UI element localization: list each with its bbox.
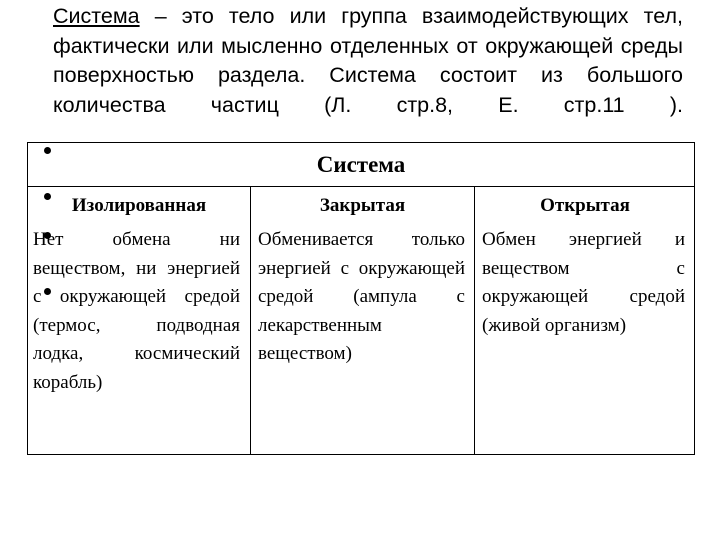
cell-closed: Обменивается только энергией с окружающей средой (ампула с лекарственным веществом) (258, 229, 465, 364)
header-open: Открытая (540, 195, 630, 216)
column-divider (250, 186, 251, 454)
system-types-table (27, 142, 695, 455)
intro-definition: – это тело или группа взаимодействующих тел, фактически или мысленно отделенных от окружающей среды поверхностью раздела. Система состоит из большого количества частиц (Л. стр.8, Е. стр.11 ). (53, 4, 683, 117)
header-isolated: Изолированная (71, 195, 207, 216)
cell-open: Обмен энергией и веществом с окружающей средой (живой организм) (482, 229, 685, 336)
column-divider (474, 186, 475, 454)
table-title: Система (28, 143, 694, 187)
system-term: Система (53, 4, 140, 28)
cell-isolated: Нет обмена ни веществом, ни энергией с окружающей средой (термос, подводная лодка, космический корабль) (33, 229, 240, 393)
header-closed: Закрытая (319, 195, 406, 216)
intro-paragraph (53, 2, 683, 120)
